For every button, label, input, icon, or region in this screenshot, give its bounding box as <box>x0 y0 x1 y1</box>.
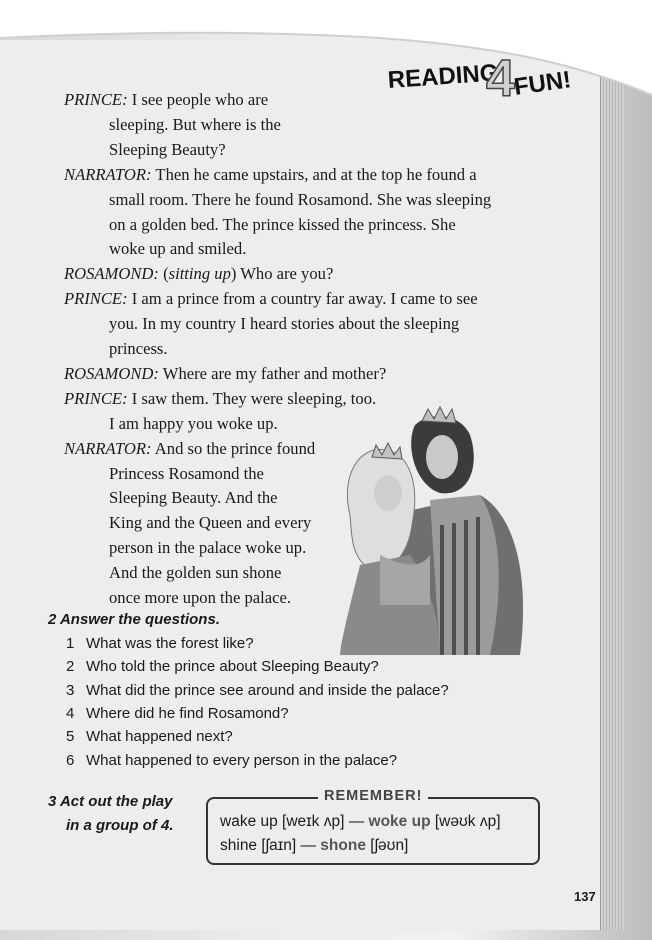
script-line <box>109 462 264 487</box>
question-number: 6 <box>66 751 75 769</box>
line-text: princess. <box>109 339 168 358</box>
question-item <box>66 635 254 652</box>
script-line <box>109 237 246 262</box>
script-line <box>64 163 477 188</box>
line-text: Where are my father and mother? <box>158 363 387 383</box>
task-3-instruction: 3 Act out the play in a group of 4. <box>48 793 174 834</box>
script-line <box>109 561 281 586</box>
speaker-name: NARRATOR: <box>64 164 152 184</box>
task-2-title: 2 Answer the questions. <box>48 611 220 628</box>
script-line <box>64 88 268 113</box>
line-text: I am a prince from a country far away. I came to see <box>127 289 478 309</box>
question-text: Where did he find Rosamond? <box>86 704 289 722</box>
svg-text:READING: READING <box>386 59 500 95</box>
question-number: 5 <box>66 728 75 746</box>
remember-line-wake: wake up [weɪk ʌp] — woke up [wəʊk ʌp] <box>220 813 501 830</box>
page-number: 137 <box>574 889 596 904</box>
script-line <box>64 262 333 287</box>
line-text: once more upon the palace. <box>109 588 291 607</box>
script-line <box>109 337 168 362</box>
line-text: Then he came upstairs, and at the top he found a <box>151 164 477 184</box>
line-text: sleeping. But where is the <box>109 114 281 134</box>
question-text: What happened to every person in the palace? <box>86 751 398 769</box>
script-line <box>109 113 281 138</box>
reading-4-fun-logo <box>386 40 576 110</box>
remember-box <box>206 788 540 865</box>
question-text: What was the forest like? <box>86 635 254 652</box>
line-text: And the golden sun shone <box>109 563 282 583</box>
script-line <box>109 188 491 213</box>
question-number: 4 <box>66 704 75 722</box>
prince-and-princess-illustration <box>330 405 530 655</box>
question-item <box>66 752 397 769</box>
line-text: And so the prince found <box>151 438 316 458</box>
line-text: I am happy you woke up. <box>109 413 278 433</box>
script-line <box>109 412 278 437</box>
script-line <box>109 511 311 536</box>
svg-text:4: 4 <box>486 50 515 108</box>
script-line <box>109 312 459 337</box>
question-number: 1 <box>66 635 75 652</box>
question-item <box>66 682 449 699</box>
line-text: I see people who are <box>127 90 269 109</box>
line-text: Princess Rosamond the <box>109 463 264 483</box>
page-edges <box>600 70 624 930</box>
speaker-name: NARRATOR: <box>64 438 152 458</box>
line-text: on a golden bed. The prince kissed the princess. She <box>109 214 456 234</box>
line-text: woke up and smiled. <box>109 239 247 259</box>
line-text: Sleeping Beauty? <box>109 139 226 159</box>
script-line <box>64 437 315 462</box>
remember-line-shine: shine [ʃaɪn] — shone [ʃəʊn] <box>220 837 409 854</box>
svg-text:FUN!: FUN! <box>512 66 573 101</box>
script-line <box>109 486 278 511</box>
script-line <box>109 586 291 611</box>
question-item <box>66 658 379 675</box>
question-text: What did the prince see around and inside the palace? <box>86 681 449 699</box>
speaker-name: PRINCE: <box>64 289 128 309</box>
question-item <box>66 728 233 745</box>
remember-title: REMEMBER! <box>318 788 428 804</box>
speaker-name: ROSAMOND: <box>64 264 159 284</box>
question-item <box>66 705 289 722</box>
line-text: (sitting up) Who are you? <box>158 264 334 284</box>
line-text: person in the palace woke up. <box>109 538 307 558</box>
script-line <box>64 362 386 387</box>
question-text: What happened next? <box>86 728 233 746</box>
line-text: Sleeping Beauty. And the <box>109 488 278 508</box>
speaker-name: PRINCE: <box>64 388 128 408</box>
script-line <box>109 213 456 238</box>
speaker-name: PRINCE: <box>64 90 128 109</box>
line-text: I saw them. They were sleeping, too. <box>127 388 377 408</box>
question-number: 3 <box>66 681 75 699</box>
line-text: King and the Queen and every <box>109 513 312 533</box>
script-line <box>109 536 306 561</box>
line-text: you. In my country I heard stories about the sleeping <box>109 314 460 334</box>
question-text: Who told the prince about Sleeping Beauty? <box>86 658 379 676</box>
script-line <box>109 138 226 163</box>
line-text: small room. There he found Rosamond. She was sleeping <box>109 189 492 209</box>
speaker-name: ROSAMOND: <box>64 363 159 383</box>
script-line <box>64 287 478 312</box>
question-number: 2 <box>66 658 75 676</box>
